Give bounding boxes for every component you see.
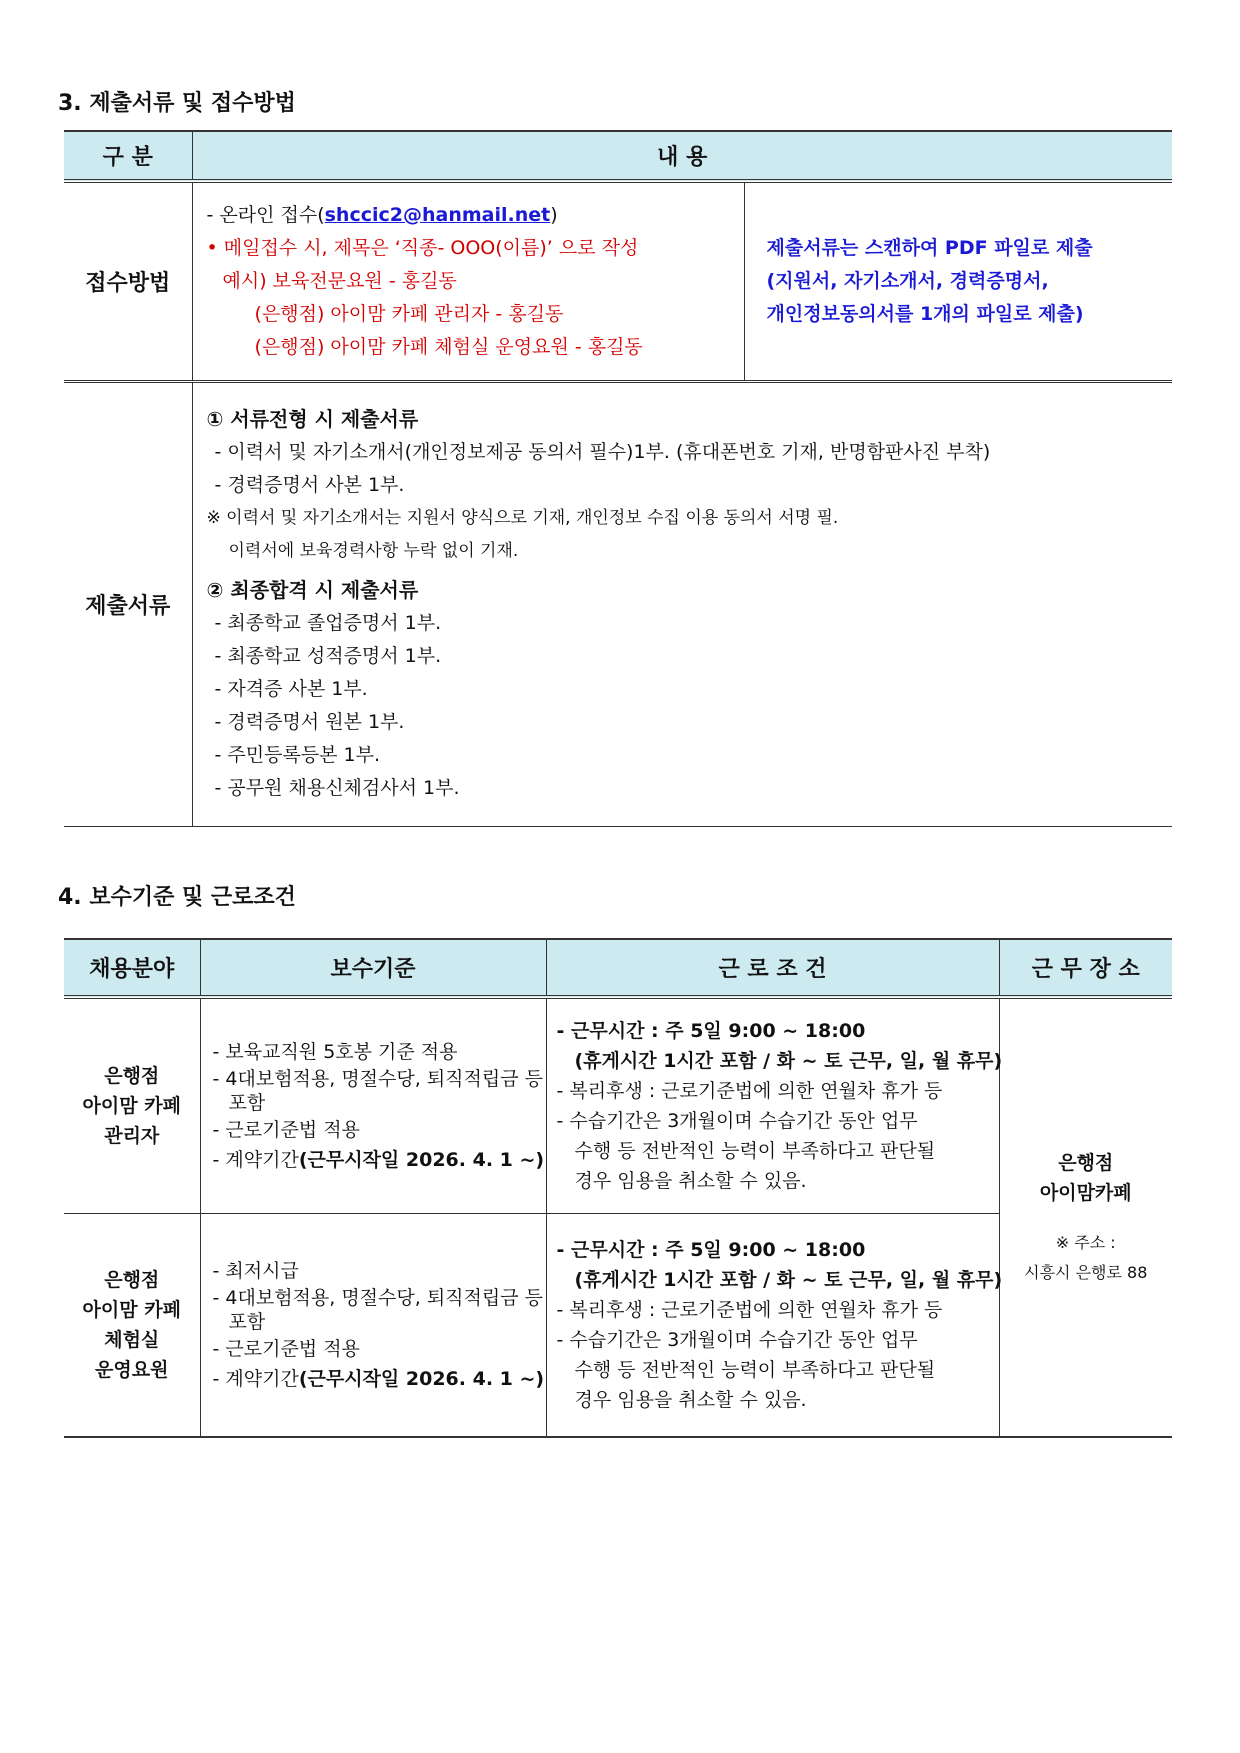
condition-line: - 수습기간은 3개월이며 수습기간 동안 업무 [556, 1109, 918, 1132]
field-cell [64, 1213, 200, 1437]
document-item: - 자격증 사본 1부. [214, 678, 368, 700]
pay-cell [200, 1213, 546, 1437]
condition-line: (휴게시간 1시간 포함 / 화 ~ 토 근무, 일, 월 휴무) [574, 1268, 1003, 1291]
submission-table [64, 130, 1172, 827]
condition-line: - 수습기간은 3개월이며 수습기간 동안 업무 [556, 1328, 918, 1351]
field-line: 은행점 [104, 1268, 160, 1291]
pay-line: - 근로기준법 적용 [212, 1337, 360, 1360]
field-line: 운영요원 [95, 1358, 169, 1381]
condition-line: - 복리후생 : 근로기준법에 의한 연월차 휴가 등 [556, 1298, 943, 1321]
condition-line: 수행 등 전반적인 능력이 부족하다고 판단될 [574, 1139, 936, 1162]
field-line: 관리자 [104, 1124, 160, 1147]
section-4-title: 4. 보수기준 및 근로조건 [58, 885, 296, 910]
header-conditions: 근 로 조 건 [546, 939, 999, 997]
conditions-cell [546, 997, 1003, 1213]
first-stage-heading: ① 서류전형 시 제출서류 [206, 407, 419, 431]
address-line: ※ 주소 : [1055, 1232, 1116, 1252]
contract-line: - 계약기간(근무시작일 2026. 4. 1 ~) [212, 1148, 545, 1171]
pay-cell [200, 997, 546, 1213]
header-pay: 보수기준 [200, 939, 546, 997]
documents-content [192, 381, 1172, 826]
pay-line: - 4대보험적용, 명절수당, 퇴직적립금 등 [212, 1286, 543, 1309]
address-line: 시흥시 은행로 88 [1024, 1262, 1148, 1282]
document-item: - 경력증명서 원본 1부. [214, 711, 405, 733]
condition-line: 경우 임용을 취소할 수 있음. [574, 1169, 807, 1192]
method-note [744, 181, 1172, 381]
document-item: - 최종학교 성적증명서 1부. [214, 645, 442, 667]
email-subject-rule: • 메일접수 시, 제목은 ‘직종- OOO(이름)’ 으로 작성 [206, 236, 639, 259]
online-line: - 온라인 접수(shccic2@hanmail.net) [206, 203, 558, 226]
document-item: - 이력서 및 자기소개서(개인정보제공 동의서 필수)1부. (휴대폰번호 기재, 반명함판사진 부착) [214, 441, 991, 463]
field-line: 체험실 [104, 1328, 160, 1351]
header-field: 채용분야 [64, 939, 200, 997]
field-line: 아이맘 카페 [82, 1094, 181, 1117]
condition-line: (휴게시간 1시간 포함 / 화 ~ 토 근무, 일, 월 휴무) [574, 1049, 1003, 1072]
example-line: (은행점) 아이맘 카페 체험실 운영요원 - 홍길동 [254, 335, 643, 358]
note-line: 제출서류는 스캔하여 PDF 파일로 제출 [766, 236, 1093, 259]
remark-line: ※ 이력서 및 자기소개서는 지원서 양식으로 기재, 개인정보 수집 이용 동의서 서명 필. [206, 508, 839, 528]
example-line: (은행점) 아이맘 카페 관리자 - 홍길동 [254, 302, 564, 325]
place-cell [999, 997, 1172, 1437]
remark-line: 이력서에 보육경력사항 누락 없이 기재. [228, 541, 519, 561]
header-content: 내 용 [192, 131, 1172, 181]
pay-line: - 근로기준법 적용 [212, 1118, 360, 1141]
row-label-method: 접수방법 [64, 181, 192, 381]
document-item: - 최종학교 졸업증명서 1부. [214, 612, 442, 634]
pay-line: 포함 [228, 1310, 266, 1333]
method-content [192, 181, 744, 381]
condition-line: - 근무시간 : 주 5일 9:00 ~ 18:00 [556, 1238, 866, 1261]
condition-line: - 근무시간 : 주 5일 9:00 ~ 18:00 [556, 1019, 866, 1042]
pay-line: - 최저시급 [212, 1259, 299, 1282]
header-place: 근 무 장 소 [999, 939, 1172, 997]
pay-line: 포함 [228, 1091, 266, 1114]
row-label-documents: 제출서류 [64, 381, 192, 826]
pay-conditions-table [64, 938, 1172, 1438]
pay-line: - 4대보험적용, 명절수당, 퇴직적립금 등 [212, 1067, 543, 1090]
condition-line: 경우 임용을 취소할 수 있음. [574, 1388, 807, 1411]
conditions-cell [546, 1213, 1003, 1437]
pay-line: - 보육교직원 5호봉 기준 적용 [212, 1040, 458, 1063]
final-stage-heading: ② 최종합격 시 제출서류 [206, 578, 419, 602]
place-name: 아이맘카페 [1039, 1181, 1132, 1204]
document-item: - 공무원 채용신체검사서 1부. [214, 777, 460, 799]
example-line: 예시) 보육전문요원 - 홍길동 [222, 269, 457, 292]
condition-line: - 복리후생 : 근로기준법에 의한 연월차 휴가 등 [556, 1079, 943, 1102]
document-item: - 주민등록등본 1부. [214, 744, 381, 766]
document-item: - 경력증명서 사본 1부. [214, 474, 405, 496]
contract-line: - 계약기간(근무시작일 2026. 4. 1 ~) [212, 1367, 545, 1390]
email-link[interactable]: shccic2@hanmail.net [324, 203, 551, 226]
field-line: 아이맘 카페 [82, 1298, 181, 1321]
place-name: 은행점 [1058, 1151, 1114, 1174]
field-line: 은행점 [104, 1064, 160, 1087]
note-line: 개인정보동의서를 1개의 파일로 제출) [766, 302, 1084, 325]
field-cell [64, 997, 200, 1213]
condition-line: 수행 등 전반적인 능력이 부족하다고 판단될 [574, 1358, 936, 1381]
note-line: (지원서, 자기소개서, 경력증명서, [766, 269, 1049, 292]
section-3-title: 3. 제출서류 및 접수방법 [58, 91, 296, 116]
header-category: 구 분 [64, 131, 192, 181]
